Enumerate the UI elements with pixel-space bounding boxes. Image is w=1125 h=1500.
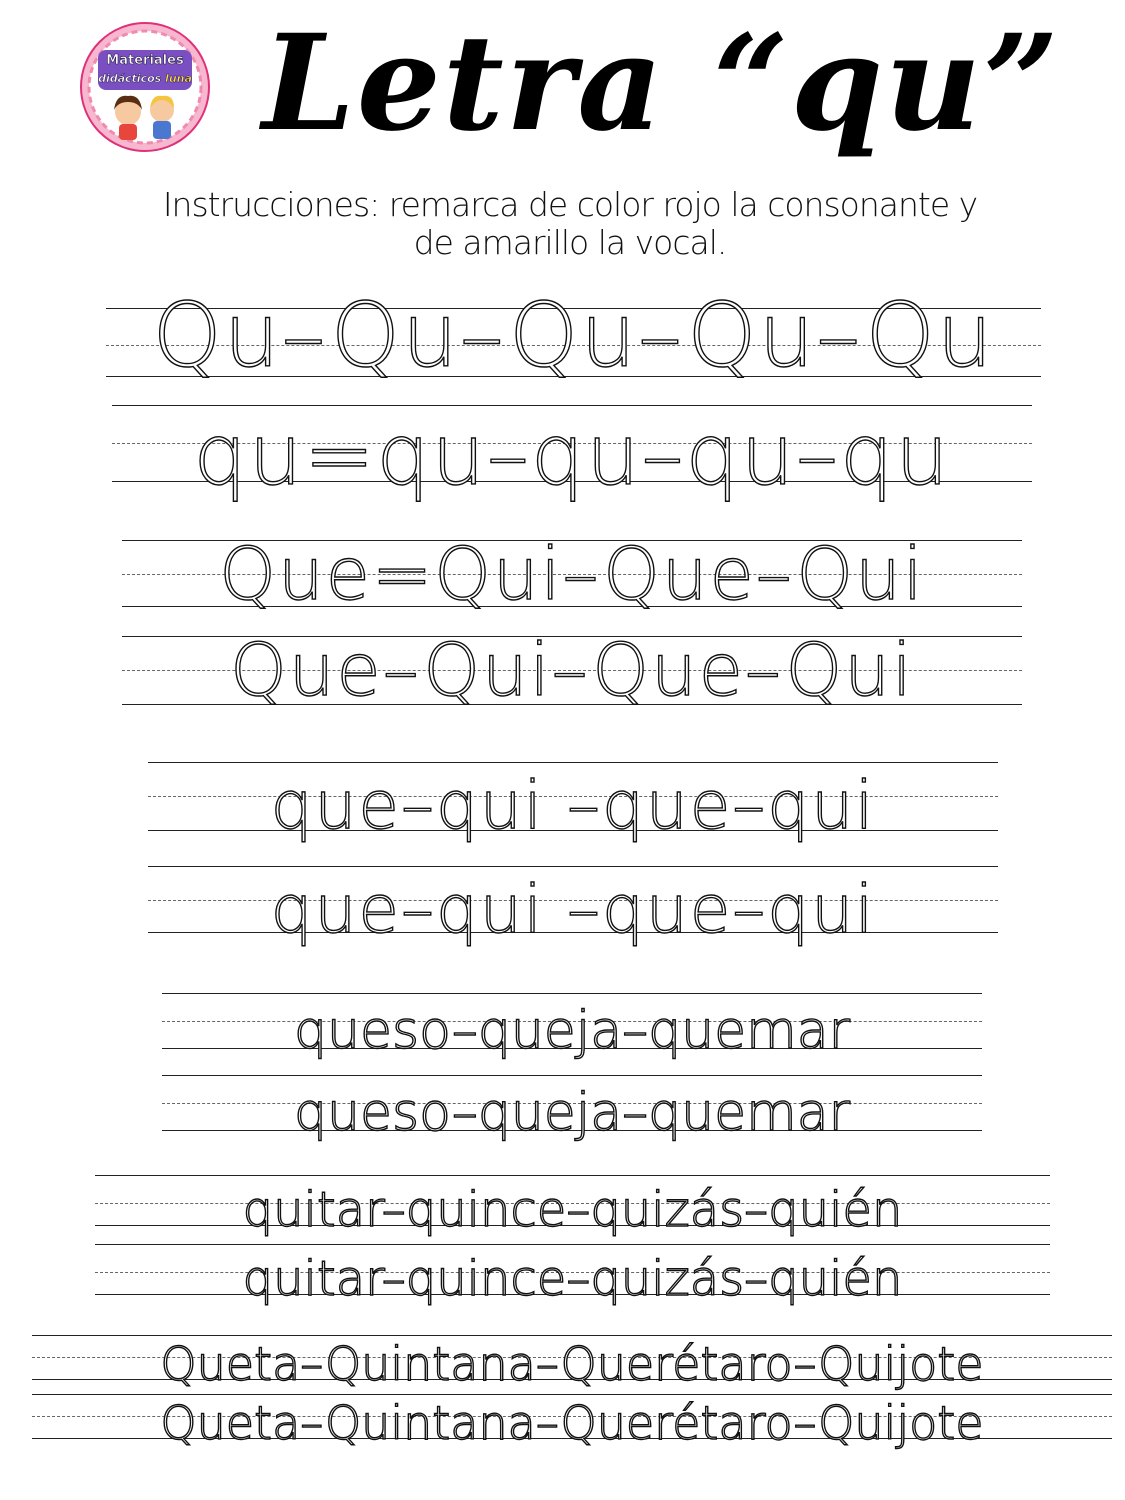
logo-text-luna: luna <box>165 72 192 85</box>
tracing-text: Que–Qui–Que–Qui <box>230 628 914 712</box>
tracing-text: Qu–Qu–Qu–Qu–Qu <box>152 284 995 387</box>
logo-badge-icon <box>78 20 212 154</box>
logo-text-didacticos <box>78 72 212 85</box>
tracing-text: que–qui –que–qui <box>270 767 876 844</box>
instructions-line-1: Instrucciones: remarca de color rojo la consonante y <box>162 185 978 224</box>
logo <box>78 20 212 154</box>
practice-row-11 <box>32 1335 1112 1395</box>
instructions-line-2: de amarillo la vocal. <box>413 223 727 262</box>
tracing-text: queso–queja–quemar <box>294 1083 850 1143</box>
practice-row-2 <box>112 405 1032 515</box>
practice-row-7 <box>162 993 982 1067</box>
practice-row-9 <box>95 1175 1050 1245</box>
practice-row-10 <box>95 1244 1050 1314</box>
practice-row-1 <box>106 284 1041 387</box>
practice-row-8 <box>162 1075 982 1149</box>
page-title: Letra “qu” <box>262 6 1061 161</box>
practice-row-12 <box>32 1394 1112 1454</box>
tracing-text: quitar–quince–quizás–quién <box>242 1251 903 1307</box>
instructions <box>70 186 1070 262</box>
tracing-text: Queta–Quintana–Querétaro–Quijote <box>160 1396 984 1450</box>
tracing-text: que–qui –que–qui <box>270 871 876 948</box>
tracing-text: Que=Qui–Que–Qui <box>219 532 925 616</box>
practice-row-6 <box>148 866 998 966</box>
practice-row-3 <box>122 532 1022 616</box>
logo-text-didacticos-word: didácticos <box>98 72 162 85</box>
tracing-text: qu=qu–qu–qu–qu <box>193 406 951 504</box>
tracing-text: queso–queja–quemar <box>294 1001 850 1061</box>
tracing-text: quitar–quince–quizás–quién <box>242 1182 903 1238</box>
practice-row-5 <box>148 762 998 862</box>
practice-row-4 <box>122 628 1022 712</box>
tracing-text: Queta–Quintana–Querétaro–Quijote <box>160 1337 984 1391</box>
logo-text-materiales: Materiales <box>106 53 184 68</box>
